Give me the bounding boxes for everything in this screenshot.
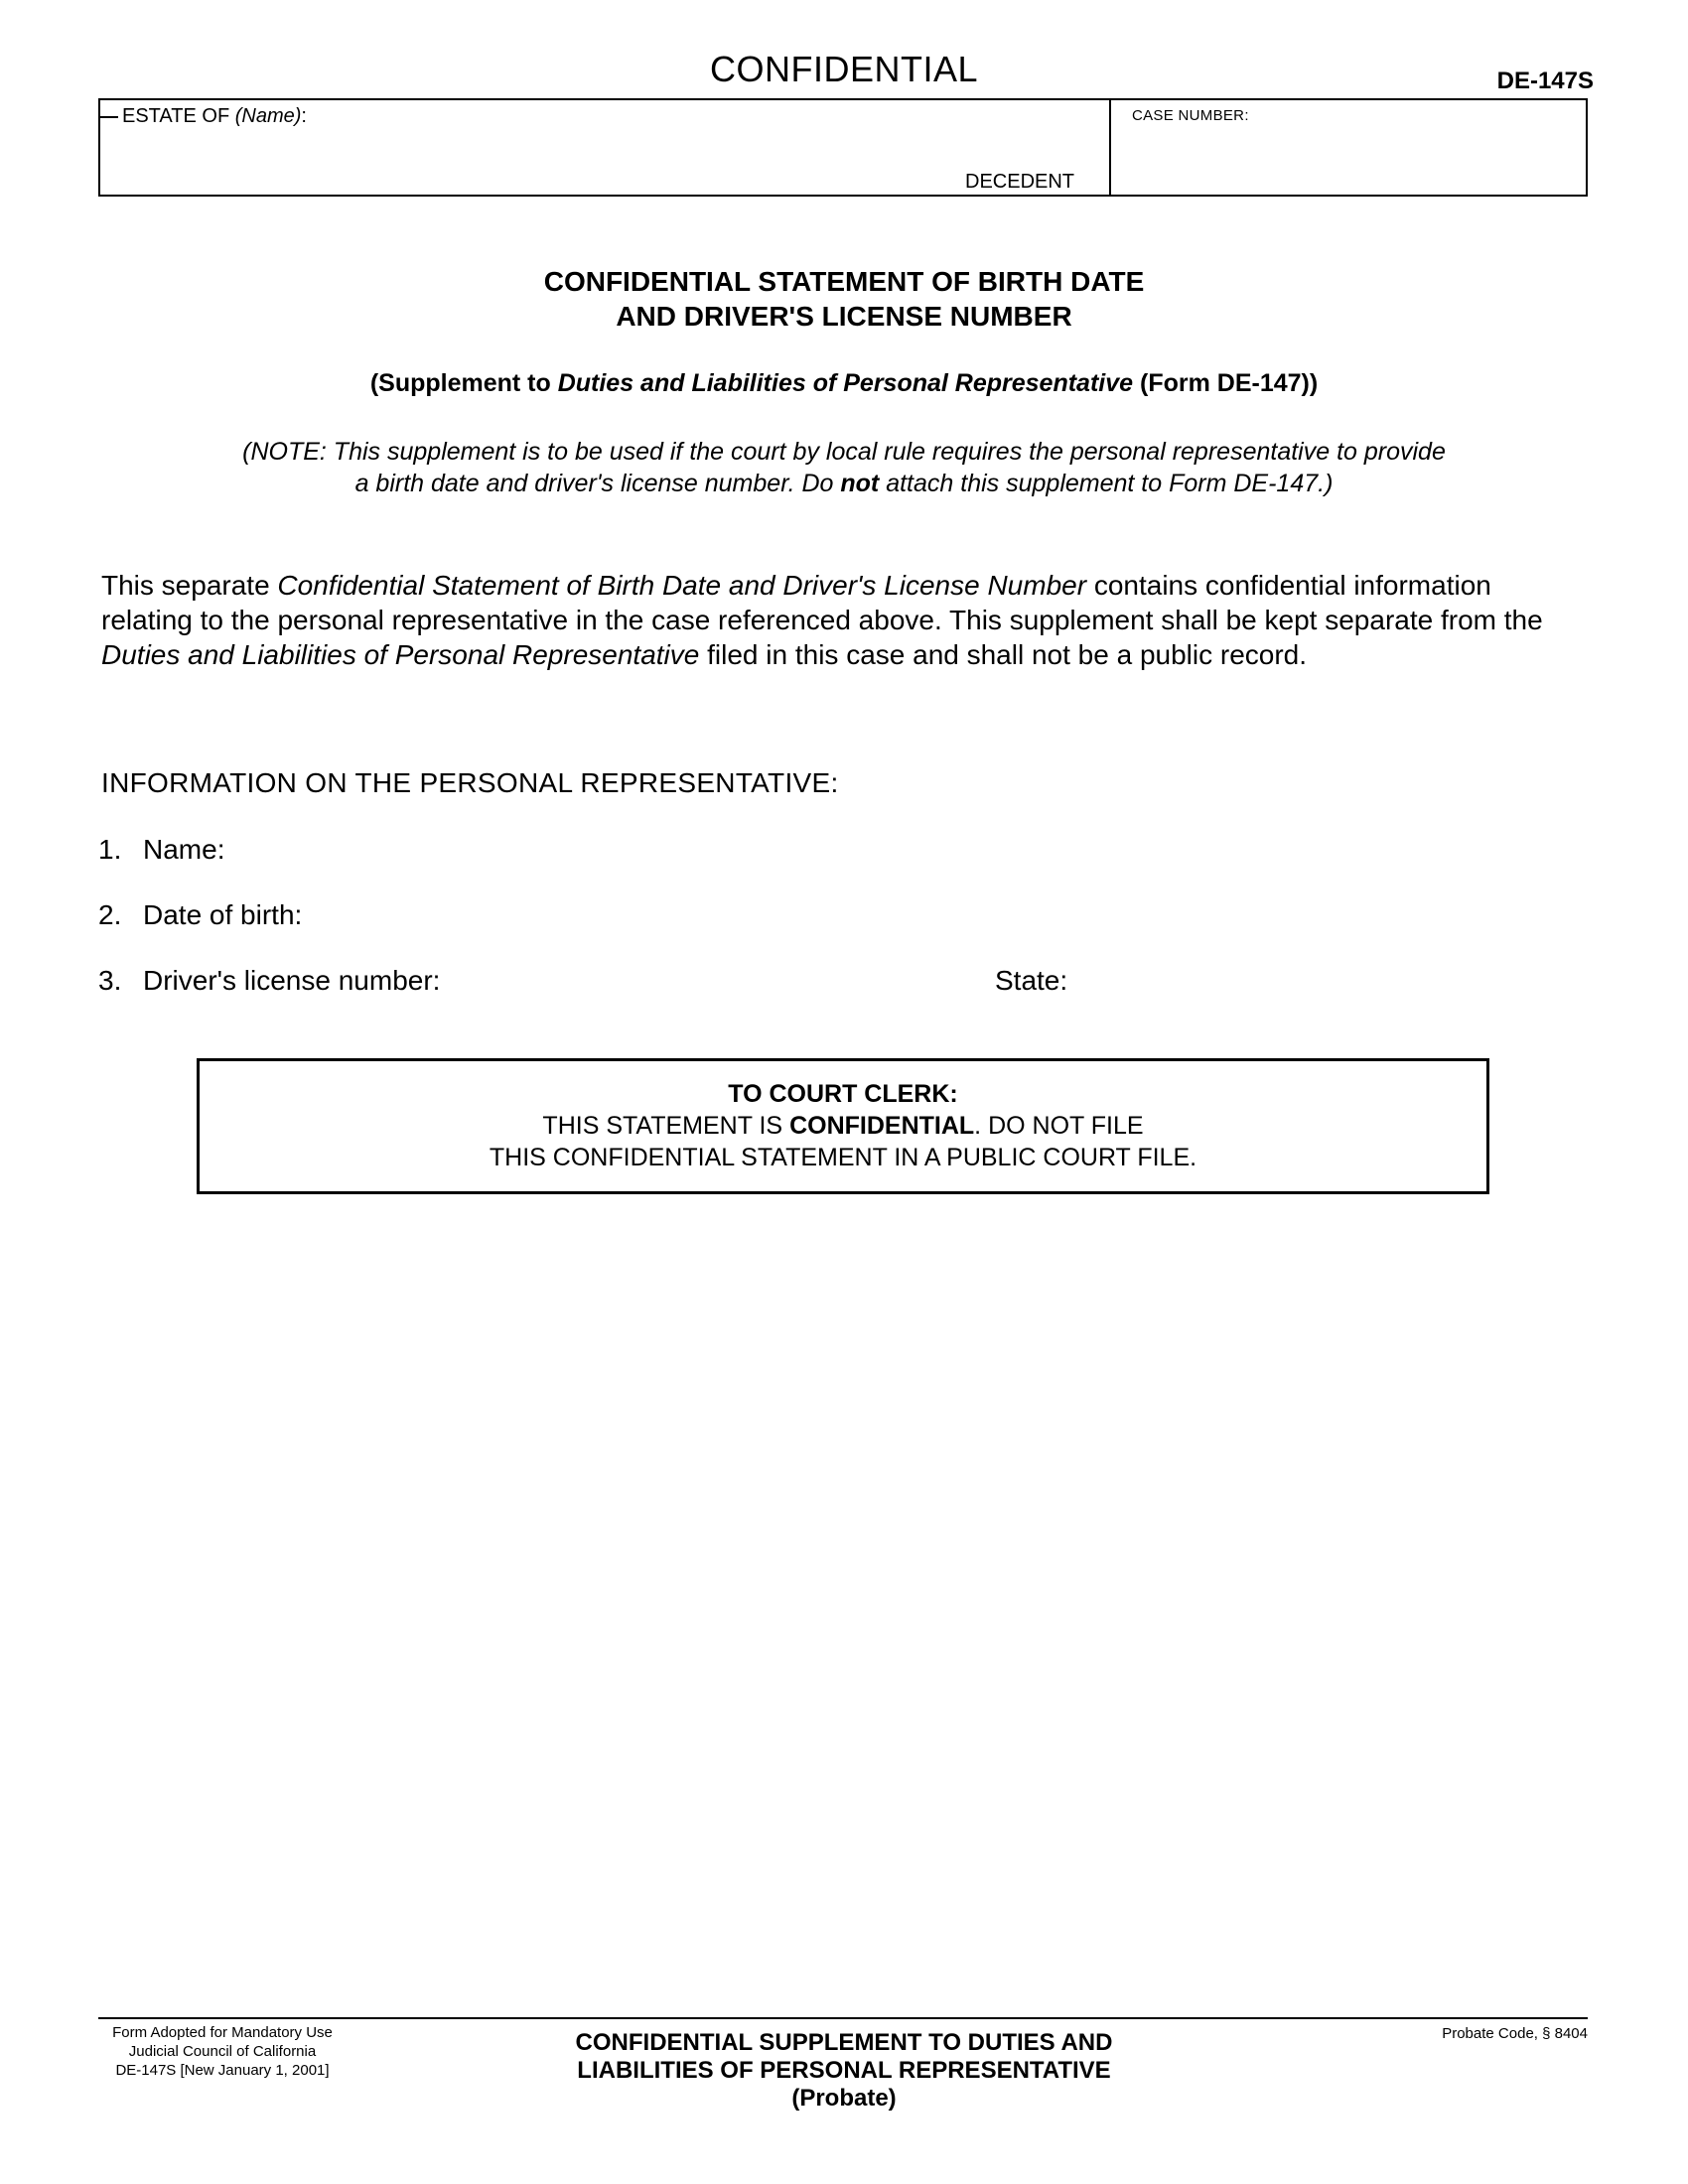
body-text-1: This separate	[101, 570, 278, 601]
item-number-3: 3.	[98, 965, 122, 996]
supplement-prefix: (Supplement to	[369, 369, 558, 397]
case-number-label: CASE NUMBER:	[1132, 107, 1249, 124]
body-italic-1: Confidential Statement of Birth Date and Driver's License Number	[277, 570, 1087, 601]
note-line-2	[0, 468, 1688, 499]
form-number: DE-147S	[1496, 68, 1594, 94]
date-of-birth-field-label[interactable]: Date of birth:	[143, 899, 303, 930]
body-text-3: filed in this case and shall not be a public record.	[699, 639, 1308, 670]
note-line-2-a: a birth date and driver's license number. Do	[354, 470, 841, 497]
supplement-subtitle	[0, 369, 1688, 398]
estate-of-name-hint: (Name)	[234, 105, 302, 127]
form-title-line-1: CONFIDENTIAL STATEMENT OF BIRTH DATE	[543, 266, 1145, 297]
clerk-line-2-bold: CONFIDENTIAL	[789, 1112, 975, 1140]
footer-rule	[98, 2017, 1588, 2019]
footer-title-line-1: CONFIDENTIAL SUPPLEMENT TO DUTIES AND	[575, 2029, 1113, 2056]
supplement-form-title: Duties and Liabilities of Personal Representative	[557, 369, 1134, 397]
confidential-heading: CONFIDENTIAL	[709, 49, 979, 89]
footer-title-line-2: LIABILITIES OF PERSONAL REPRESENTATIVE	[577, 2057, 1111, 2084]
note-line-1: (NOTE: This supplement is to be used if the court by local rule requires the personal representative to provide	[242, 438, 1446, 466]
body-italic-2: Duties and Liabilities of Personal Representative	[101, 639, 700, 670]
state-field-label[interactable]: State:	[995, 965, 1068, 996]
info-heading: INFORMATION ON THE PERSONAL REPRESENTATIVE:	[101, 767, 839, 798]
note-line-2-b: attach this supplement to Form DE-147.)	[879, 470, 1334, 497]
clerk-notice-line-3: THIS CONFIDENTIAL STATEMENT IN A PUBLIC COURT FILE.	[489, 1144, 1197, 1171]
supplement-suffix: (Form DE-147))	[1133, 369, 1319, 397]
estate-field-tick	[100, 116, 118, 118]
caption-box	[98, 98, 1588, 197]
footer-adopted-line: Form Adopted for Mandatory Use	[112, 2024, 333, 2041]
caption-divider	[1109, 98, 1111, 197]
drivers-license-field-label[interactable]: Driver's license number:	[143, 965, 441, 996]
footer-code-reference: Probate Code, § 8404	[1442, 2025, 1588, 2042]
estate-of-text: ESTATE OF	[122, 105, 235, 127]
note-line-2-bold: not	[840, 470, 880, 497]
clerk-notice-line-2	[197, 1110, 1489, 1142]
footer-council-line: Judicial Council of California	[128, 2043, 317, 2060]
body-text-2: contains confidential information relating to the personal representative in the case referenced above. This supplement shall be kept separate from the	[101, 570, 1543, 635]
clerk-notice-heading: TO COURT CLERK:	[728, 1080, 958, 1108]
item-number-1: 1.	[98, 834, 122, 865]
form-title-line-2: AND DRIVER'S LICENSE NUMBER	[616, 301, 1072, 332]
footer-revision-line: DE-147S [New January 1, 2001]	[115, 2062, 330, 2079]
estate-of-label	[122, 105, 307, 128]
clerk-line-2-a: THIS STATEMENT IS	[542, 1112, 790, 1140]
footer-title-line-3: (Probate)	[791, 2085, 897, 2112]
decedent-label: DECEDENT	[965, 171, 1075, 193]
clerk-line-2-b: . DO NOT FILE	[974, 1112, 1144, 1140]
name-field-label[interactable]: Name:	[143, 834, 225, 865]
body-paragraph	[101, 568, 1551, 672]
estate-of-colon: :	[301, 105, 307, 127]
item-number-2: 2.	[98, 899, 122, 930]
